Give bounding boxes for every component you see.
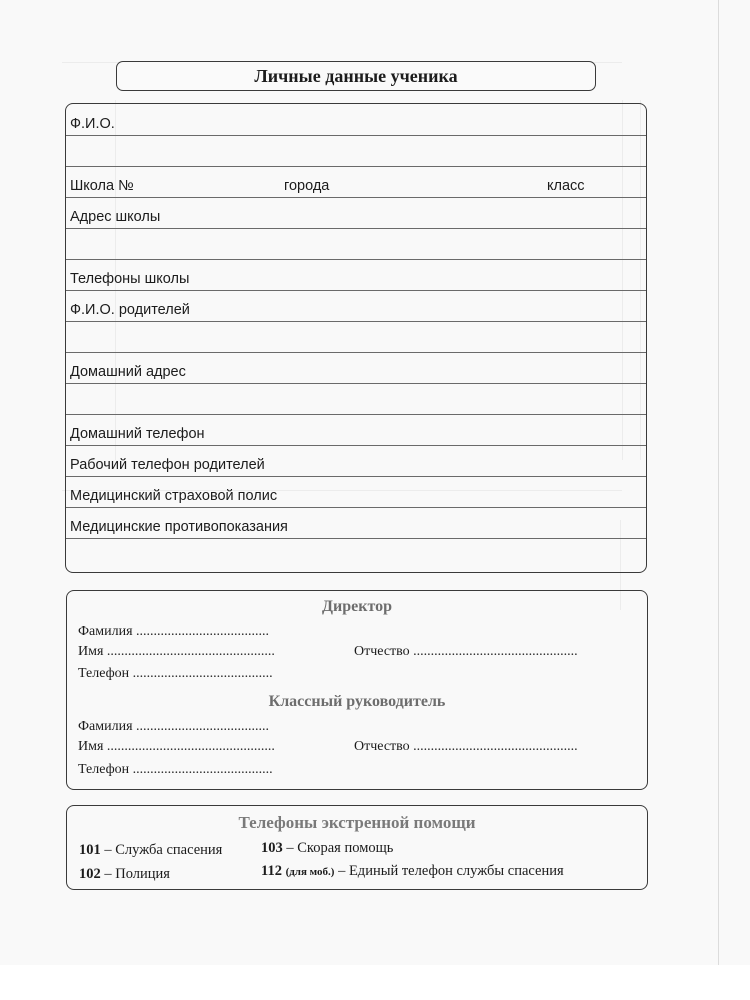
field-label: Ф.И.О. <box>70 116 115 132</box>
background-strip <box>0 965 750 1000</box>
emergency-number: 112 <box>261 863 282 879</box>
field-label: Ф.И.О. родителей <box>70 302 190 318</box>
emergency-number: 101 <box>79 842 101 858</box>
field-label: Телефоны школы <box>70 271 190 287</box>
form-row-blank[interactable] <box>66 135 646 167</box>
teacher-phone-field[interactable]: Телефон ........................................ <box>78 762 273 777</box>
form-row-full-name[interactable] <box>66 104 646 136</box>
field-label: Домашний телефон <box>70 426 205 442</box>
teacher-patronymic-field[interactable]: Отчество ............................................... <box>354 739 578 754</box>
emergency-item <box>79 866 170 883</box>
page-title: Личные данные ученика <box>116 61 596 91</box>
school-contacts-box <box>66 590 648 790</box>
form-row-contraindications[interactable] <box>66 507 646 539</box>
field-label: Рабочий телефон родителей <box>70 457 265 473</box>
emergency-number: 102 <box>79 866 101 882</box>
emergency-service: – Служба спасения <box>100 842 223 858</box>
form-row-home-phone[interactable] <box>66 414 646 446</box>
emergency-service: – Скорая помощь <box>282 840 394 856</box>
form-row-school-address[interactable] <box>66 197 646 229</box>
director-phone-field[interactable]: Телефон ........................................ <box>78 666 273 681</box>
field-label: Домашний адрес <box>70 364 186 380</box>
form-row-blank[interactable] <box>66 538 646 569</box>
form-row-blank[interactable] <box>66 228 646 260</box>
emergency-phones-box <box>66 805 648 890</box>
emergency-item <box>261 863 564 880</box>
personal-data-form <box>65 103 647 573</box>
emergency-service: – Единый телефон службы спасения <box>334 863 564 879</box>
form-row-home-address[interactable] <box>66 352 646 384</box>
page-edge <box>718 0 719 965</box>
field-label: Медицинский страховой полис <box>70 488 278 504</box>
form-row-insurance[interactable] <box>66 476 646 508</box>
director-patronymic-field[interactable]: Отчество ............................................... <box>354 644 578 659</box>
director-surname-field[interactable]: Фамилия ...................................... <box>78 624 270 639</box>
field-label-school: Школа № <box>70 178 134 194</box>
emergency-note: (для моб.) <box>285 866 335 878</box>
form-row-school[interactable] <box>66 166 646 198</box>
emergency-service: – Полиция <box>100 866 170 882</box>
director-name-field[interactable]: Имя ................................................ <box>78 644 275 659</box>
emergency-heading: Телефоны экстренной помощи <box>238 813 476 832</box>
teacher-name-field[interactable]: Имя ................................................ <box>78 739 275 754</box>
form-row-parents-names[interactable] <box>66 290 646 322</box>
form-row-school-phones[interactable] <box>66 259 646 291</box>
emergency-item <box>261 840 393 857</box>
form-row-parents-work-phone[interactable] <box>66 445 646 477</box>
field-label: Медицинские противопоказания <box>70 519 288 535</box>
field-label: Адрес школы <box>70 209 161 225</box>
field-label-city: города <box>284 178 330 194</box>
form-row-blank[interactable] <box>66 383 646 415</box>
teacher-surname-field[interactable]: Фамилия ...................................... <box>78 719 270 734</box>
class-teacher-heading: Классный руководитель <box>268 693 446 710</box>
form-row-blank[interactable] <box>66 321 646 353</box>
field-label-class: класс <box>547 178 585 194</box>
emergency-item <box>79 842 222 859</box>
director-heading: Директор <box>322 598 392 615</box>
emergency-number: 103 <box>261 840 283 856</box>
